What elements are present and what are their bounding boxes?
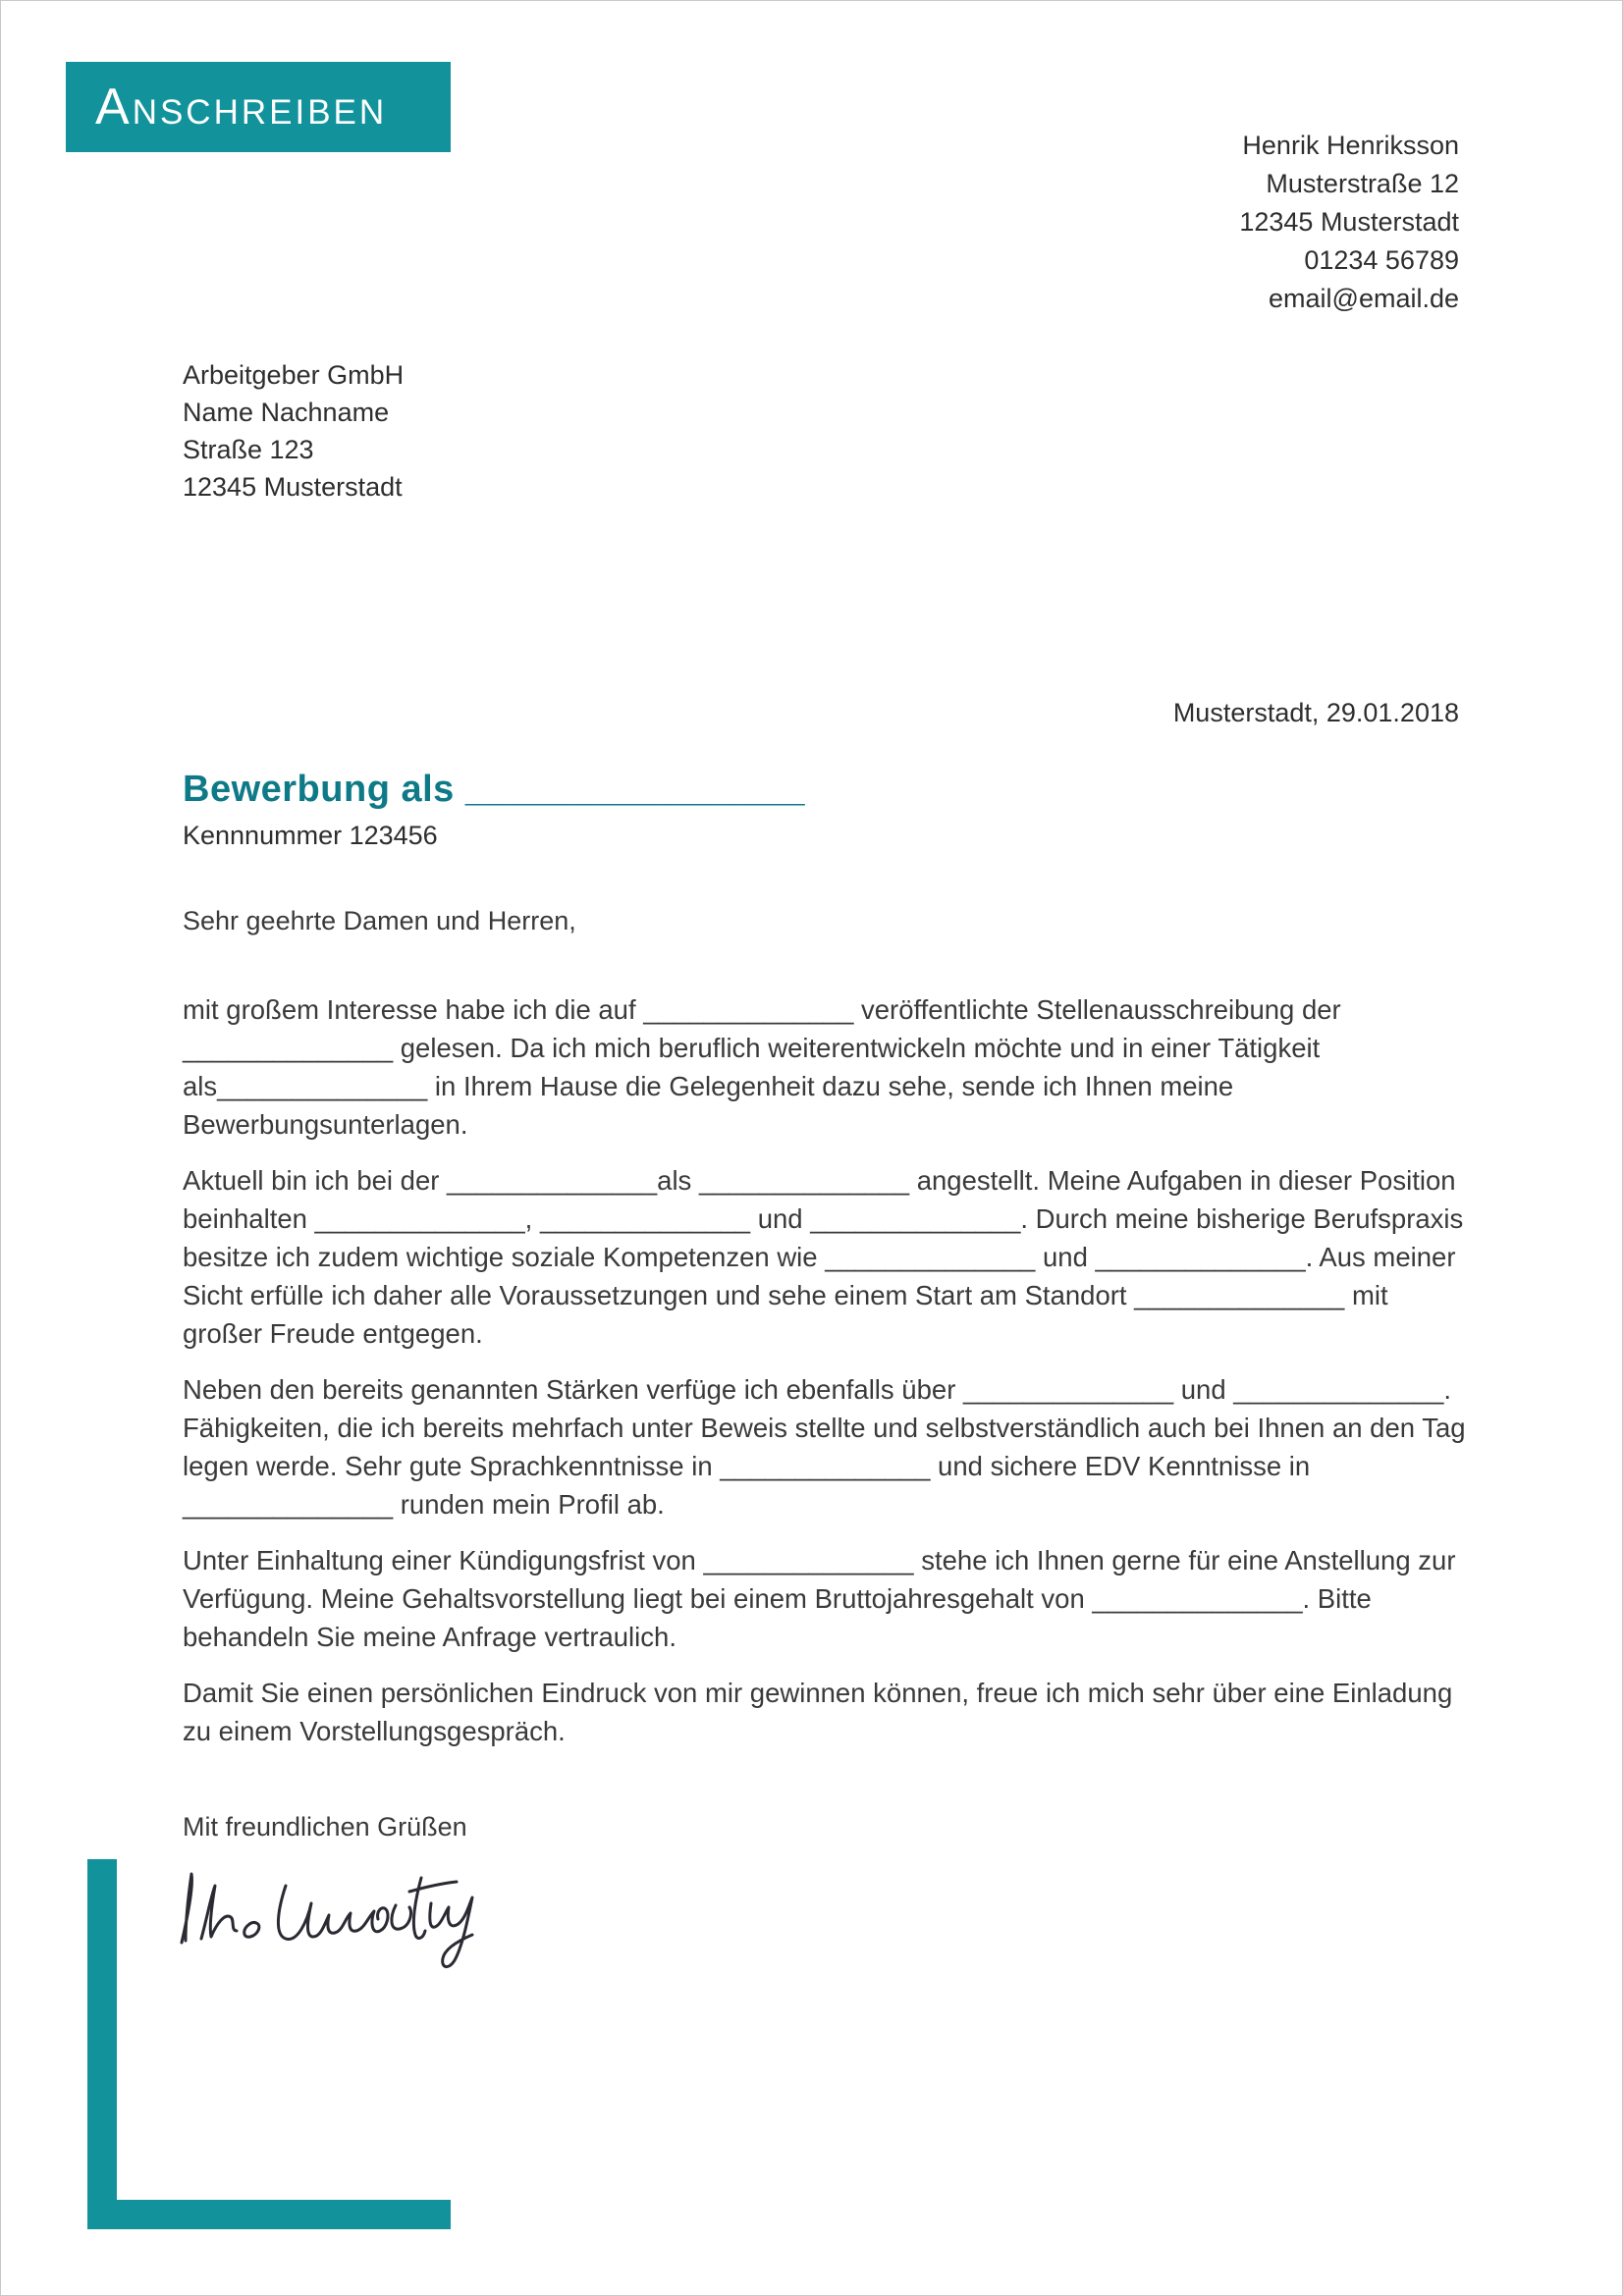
banner-title: ANSCHREIBEN [95,79,388,135]
signature [166,1848,500,1976]
subject-block [183,769,805,851]
paragraph-5: Damit Sie einen persönlichen Eindruck von mir gewinnen können, freue ich mich sehr über eine Einladung zu einem Vorstellungsgespräch. [183,1678,1453,1746]
sender-address-block [1239,127,1459,318]
sender-street: Musterstraße 12 [1266,169,1459,198]
paragraph-1: mit großem Interesse habe ich die auf ______________ veröffentlichte Stellenausschreibung der ______________ gelesen. Da ich mich beruflich weiterentwickeln möchte und in einer Tätigkeit als______________ in Ihrem Hause die Gelegenheit dazu sehe, sende ich Ihnen meine Bewerbungsunterlagen. [183,994,1341,1140]
recipient-street: Straße 123 [183,435,314,464]
subject-title: Bewerbung als ________________ [183,769,805,810]
corner-accent-vertical-bar [87,1859,117,2229]
paragraph-3: Neben den bereits genannten Stärken verfüge ich ebenfalls über ______________ und ______________. Fähigkeiten, die ich bereits mehrfach unter Beweis stellte und selbstverständlich auch bei Ihnen an den Tag legen werde. Sehr gute Sprachkenntnisse in ______________ und sichere EDV Kenntnisse in ______________ runden mein Profil ab. [183,1374,1466,1520]
anschreiben-banner [66,62,451,152]
recipient-name: Name Nachname [183,398,390,427]
sender-email: email@email.de [1269,284,1459,313]
recipient-address-block [183,356,404,506]
paragraph-2: Aktuell bin ich bei der ______________als ______________ angestellt. Meine Aufgaben in dieser Position beinhalten ______________, ______________ und ______________. Durch meine bisherige Berufspraxis besitze ich zudem wichtige soziale Kompetenzen wie ______________ und ______________. Aus meiner Sicht erfülle ich daher alle Voraussetzungen und sehe einem Start am Standort ______________ mit großer Freude entgegen. [183,1165,1464,1349]
reference-number: Kennnummer 123456 [183,821,438,850]
paragraph-4: Unter Einhaltung einer Kündigungsfrist von ______________ stehe ich Ihnen gerne für eine Anstellung zur Verfügung. Meine Gehaltsvorstellung liegt bei einem Bruttojahresgehalt von ______________. Bitte behandeln Sie meine Anfrage vertraulich. [183,1545,1456,1652]
sender-city: 12345 Musterstadt [1239,207,1459,237]
recipient-city: 12345 Musterstadt [183,472,403,502]
sender-name: Henrik Henriksson [1242,131,1459,160]
recipient-company: Arbeitgeber GmbH [183,360,405,390]
corner-accent-horizontal-bar [87,2200,451,2229]
salutation: Sehr geehrte Damen und Herren, [183,906,576,935]
date-line: Musterstadt, 29.01.2018 [1172,698,1459,727]
sender-phone: 01234 56789 [1304,245,1459,275]
letter-body [183,990,1471,1768]
signature-scribble-icon [166,1848,500,1976]
closing-line: Mit freundlichen Grüßen [183,1812,467,1842]
